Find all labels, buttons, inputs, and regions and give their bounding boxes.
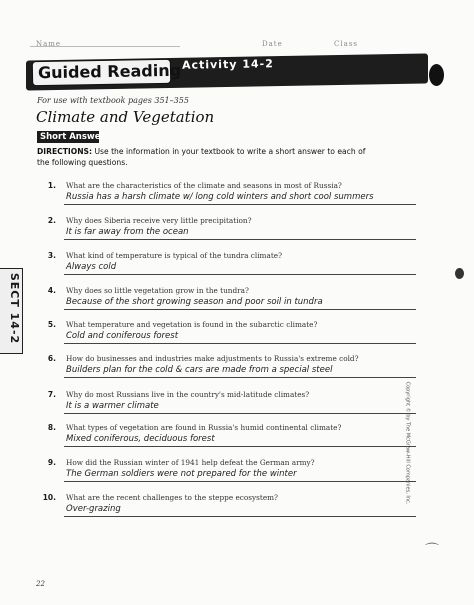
question-text: Why do most Russians live in the country's mid-latitude climates? [66,390,310,399]
answer-text[interactable]: Mixed coniferous, deciduous forest [66,434,215,444]
answer-line [64,343,416,344]
scan-smudge [455,268,464,279]
question-number: 1. [47,181,56,190]
answer-text[interactable]: Russia has a harsh climate w/ long cold winters and short cool summers [66,192,374,202]
question-number: 4. [47,286,56,295]
answer-line [64,377,416,378]
answer-line [64,204,416,205]
answer-text[interactable]: Cold and coniferous forest [66,331,179,341]
class-label: Class [334,40,358,48]
question-number: 10. [42,493,56,502]
question-number: 7. [47,390,56,399]
question-number: 8. [47,423,56,432]
binder-hole [429,64,444,86]
answer-text[interactable]: The German soldiers were not prepared for the winter [66,469,297,479]
answer-text[interactable]: It is far away from the ocean [66,227,189,237]
question-text: What are the characteristics of the climate and seasons in most of Russia? [66,181,342,190]
question-text: What are the recent challenges to the steppe ecosystem? [66,493,278,502]
answer-line [64,481,416,482]
question-text: What temperature and vegetation is found in the subarctic climate? [66,320,318,329]
answer-text[interactable]: Always cold [66,262,117,272]
guided-reading-label: Guided Reading [37,60,182,83]
page-title: Climate and Vegetation [36,108,215,126]
page-number: 22 [36,580,45,588]
question-number: 3. [47,251,56,260]
question-text: How do businesses and industries make adjustments to Russia's extreme cold? [66,354,359,363]
answer-line [64,516,416,517]
question-number: 5. [47,320,56,329]
question-text: Why does Siberia receive very little precipitation? [66,216,252,225]
answer-text[interactable]: It is a warmer climate [66,401,159,411]
copyright-notice: Copyright © by The McGraw-Hill Companies, Inc. [404,381,411,505]
directions-heading: DIRECTIONS: [37,147,93,156]
question-number: 6. [47,354,56,363]
answer-text[interactable]: Builders plan for the cold & cars are made from a special steel [66,365,333,375]
activity-label: Activity 14-2 [181,57,274,72]
directions [37,147,367,168]
answer-text[interactable]: Over-grazing [66,504,121,514]
question-text: What types of vegetation are found in Russia's humid continental climate? [66,423,342,432]
section-side-label: SECT 14-2 [8,272,22,345]
answer-line [64,446,416,447]
answer-line [64,413,416,414]
question-text: Why does so little vegetation grow in the tundra? [66,286,249,295]
name-label: Name [36,40,62,48]
question-text: How did the Russian winter of 1941 help defeat the German army? [66,458,315,467]
short-answer-label: Short Answer [40,132,105,142]
question-number: 2. [47,216,56,225]
answer-line [64,274,416,275]
date-label: Date [262,40,283,48]
question-number: 9. [47,458,56,467]
answer-line [64,239,416,240]
textbook-pages-note: For use with textbook pages 351–355 [37,96,189,105]
directions-text: Use the information in your textbook to write a short answer to each of the following questions. [37,147,366,167]
answer-text[interactable]: Because of the short growing season and poor soil in tundra [66,297,323,307]
pencil-mark: ⌒ [425,543,439,559]
answer-line [64,309,416,310]
question-text: What kind of temperature is typical of the tundra climate? [66,251,282,260]
